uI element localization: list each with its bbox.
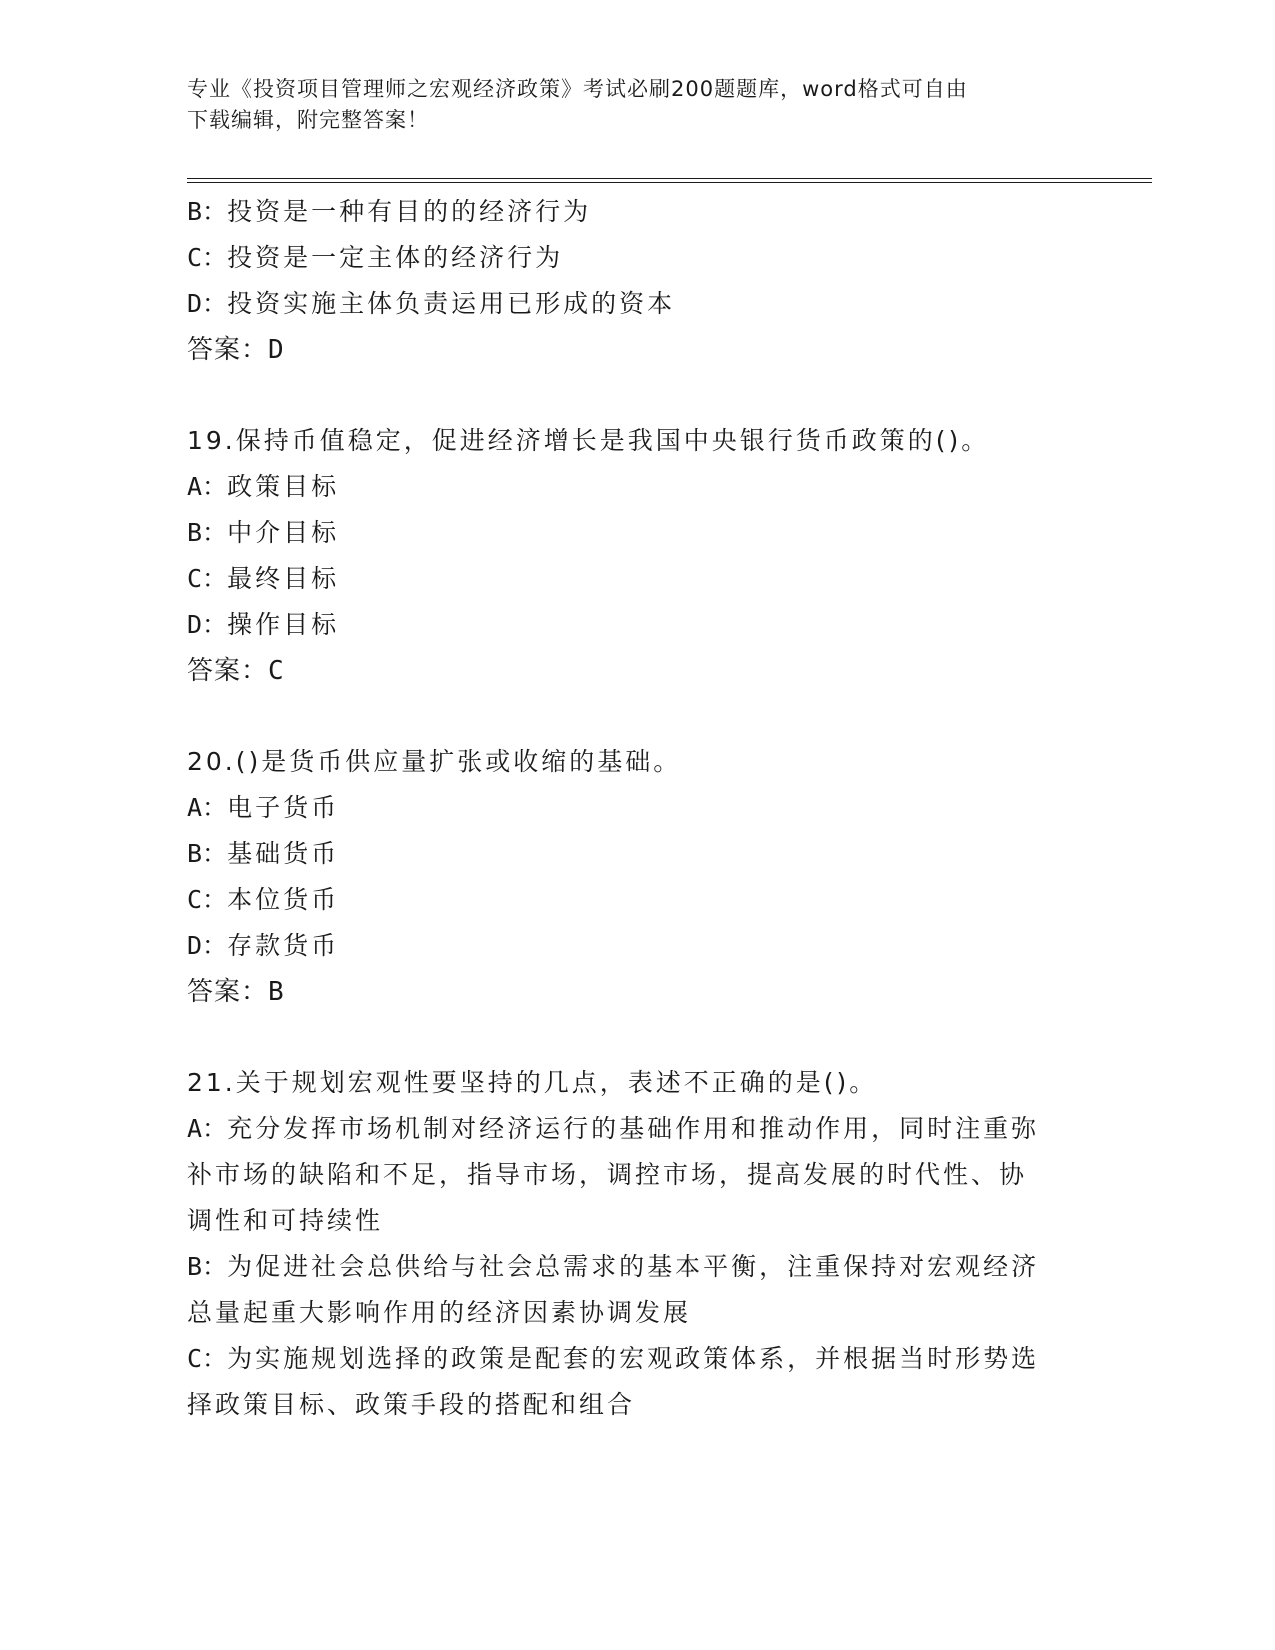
option-b: B：为促进社会总供给与社会总需求的基本平衡，注重保持对宏观经济 总量起重大影响作用的经济因素协调发展 bbox=[187, 1252, 1040, 1327]
answer-line: 答案：C bbox=[187, 656, 285, 686]
answer-line: 答案：D bbox=[187, 335, 285, 365]
question-block-18 bbox=[187, 189, 1077, 373]
question-block-19 bbox=[187, 418, 1077, 694]
option-c: C：为实施规划选择的政策是配套的宏观政策体系，并根据当时形势选 择政策目标、政策手段的搭配和组合 bbox=[187, 1344, 1040, 1419]
option-d: D：投资实施主体负责运用已形成的资本 bbox=[187, 289, 676, 318]
answer-line: 答案：B bbox=[187, 977, 285, 1007]
option-c: C：本位货币 bbox=[187, 885, 340, 914]
question-block-21 bbox=[187, 1060, 1077, 1428]
question-block-20 bbox=[187, 739, 1077, 1015]
document-header bbox=[187, 74, 1067, 136]
option-c: C：最终目标 bbox=[187, 564, 340, 593]
question-text: 19.保持币值稳定，促进经济增长是我国中央银行货币政策的()。 bbox=[187, 426, 990, 455]
option-d: D：存款货币 bbox=[187, 931, 340, 960]
answer-value: B bbox=[268, 977, 285, 1007]
header-divider-top bbox=[187, 178, 1152, 179]
option-d: D：操作目标 bbox=[187, 610, 340, 639]
header-divider-bottom bbox=[187, 182, 1152, 183]
question-list bbox=[187, 189, 1077, 1428]
question-text: 21.关于规划宏观性要坚持的几点，表述不正确的是()。 bbox=[187, 1068, 878, 1097]
header-line-2: 下载编辑，附完整答案！ bbox=[187, 108, 429, 132]
question-text: 20.()是货币供应量扩张或收缩的基础。 bbox=[187, 747, 682, 776]
option-b: B：基础货币 bbox=[187, 839, 340, 868]
header-line-1: 专业《投资项目管理师之宏观经济政策》考试必刷200题题库，word格式可自由 bbox=[187, 77, 968, 101]
answer-value: C bbox=[268, 656, 285, 686]
option-a: A：政策目标 bbox=[187, 472, 340, 501]
option-a: A：充分发挥市场机制对经济运行的基础作用和推动作用，同时注重弥 补市场的缺陷和不足，指导市场，调控市场，提高发展的时代性、协 调性和可持续性 bbox=[187, 1114, 1040, 1235]
option-b: B：中介目标 bbox=[187, 518, 340, 547]
option-b: B：投资是一种有目的的经济行为 bbox=[187, 197, 592, 226]
answer-value: D bbox=[268, 335, 285, 365]
option-a: A：电子货币 bbox=[187, 793, 340, 822]
option-c: C：投资是一定主体的经济行为 bbox=[187, 243, 564, 272]
